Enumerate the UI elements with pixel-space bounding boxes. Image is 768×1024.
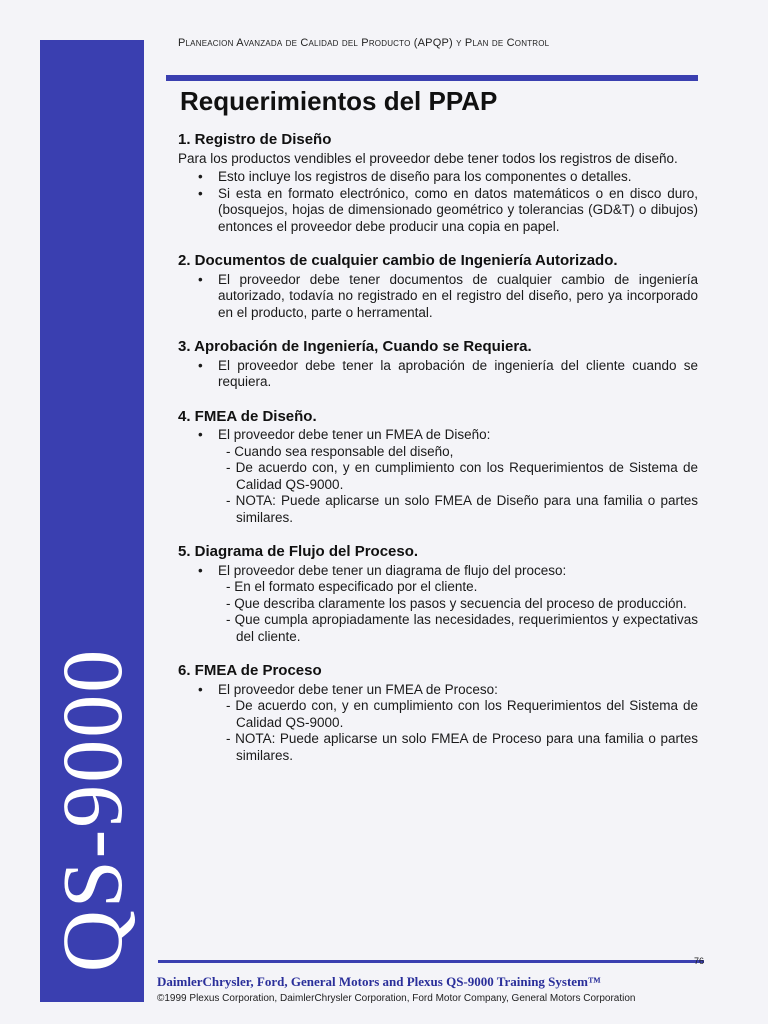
section-heading: 1. Registro de Diseño: [178, 131, 332, 148]
section-heading: 4. FMEA de Diseño.: [178, 407, 317, 425]
bullet-text: El proveedor debe tener documentos de cualquier cambio de ingeniería autorizado, todavía no registrado en el registro del diseño, pero ya incorporado en el producto, parte o herramental.: [218, 271, 698, 320]
bullet-icon: •: [198, 271, 203, 287]
bullet-text: El proveedor debe tener un diagrama de flujo del proceso:: [218, 562, 567, 578]
list-item: [198, 681, 698, 765]
bullet-icon: •: [198, 427, 203, 442]
list-item: [198, 185, 698, 236]
sub-item: - NOTA: Puede aplicarse un solo FMEA de Diseño para una familia o partes similares.: [226, 493, 698, 525]
bullet-list: [178, 427, 698, 526]
bullet-list: [178, 272, 698, 322]
section-heading: 5. Diagrama de Flujo del Proceso.: [178, 543, 419, 560]
sub-item: - En el formato especificado por el cliente.: [226, 579, 478, 594]
section-heading: 3. Aprobación de Ingeniería, Cuando se Requiera.: [178, 338, 532, 355]
bullet-text: El proveedor debe tener un FMEA de Proceso:: [218, 681, 498, 697]
footer-title: DaimlerChrysler, Ford, General Motors and Plexus QS-9000 Training System™: [157, 974, 601, 989]
running-head: Planeacion Avanzada de Calidad del Producto (APQP) y Plan de Control: [178, 37, 550, 49]
top-rule: [166, 75, 698, 81]
content-area: [178, 132, 698, 782]
bullet-icon: •: [198, 185, 203, 201]
section-2: [178, 253, 698, 321]
bullet-list: [178, 358, 698, 391]
section-intro: Para los productos vendibles el proveedor debe tener todos los registros de diseño.: [178, 150, 678, 166]
bullet-list: [178, 682, 698, 765]
footer-copyright: ©1999 Plexus Corporation, DaimlerChrysler Corporation, Ford Motor Company, General Motors Corporation: [157, 993, 636, 1004]
bottom-rule: [158, 960, 704, 963]
list-item: [198, 271, 698, 322]
sub-item: - De acuerdo con, y en cumplimiento con los Requerimientos del Sistema de Calidad QS-9000.: [226, 698, 698, 730]
sub-item-list: [218, 698, 698, 764]
section-5: [178, 544, 698, 645]
sub-item: - Que cumpla apropiadamente las necesidades, requerimientos y expectativas del cliente.: [226, 612, 698, 644]
sub-item: - De acuerdo con, y en cumplimiento con los Requerimientos de Sistema de Calidad QS-9000.: [226, 460, 698, 492]
bullet-text: El proveedor debe tener un FMEA de Diseño:: [218, 427, 491, 442]
section-heading: 2. Documentos de cualquier cambio de Ingeniería Autorizado.: [178, 252, 618, 269]
list-item: [198, 562, 698, 646]
sub-item: - Que describa claramente los pasos y secuencia del proceso de producción.: [226, 595, 687, 611]
section-1: [178, 132, 698, 235]
sub-item: - Cuando sea responsable del diseño,: [226, 443, 454, 459]
section-4: [178, 409, 698, 527]
sidebar-qs9000-text: QS-9000: [44, 647, 140, 973]
page-number: 76: [694, 956, 705, 966]
bullet-icon: •: [198, 681, 203, 697]
sidebar-band: [40, 40, 144, 1002]
bullet-text: Si esta en formato electrónico, como en datos matemáticos o en disco duro, (bosquejos, hojas de dimensionado geométrico y tolerancias (GD&T) o dibujos) entonces el proveedor debe producir una copia en papel.: [218, 185, 698, 234]
bullet-icon: •: [198, 169, 203, 184]
list-item: [198, 357, 698, 391]
section-3: [178, 339, 698, 391]
bullet-icon: •: [198, 562, 203, 578]
sub-item: - NOTA: Puede aplicarse un solo FMEA de Proceso para una familia o partes similares.: [226, 731, 698, 763]
bullet-icon: •: [198, 357, 203, 373]
section-heading: 6. FMEA de Proceso: [178, 662, 322, 679]
section-6: [178, 663, 698, 764]
bullet-list: [178, 169, 698, 235]
bullet-text: El proveedor debe tener la aprobación de ingeniería del cliente cuando se requiera.: [218, 357, 698, 389]
bullet-text: Esto incluye los registros de diseño para los componentes o detalles.: [218, 169, 632, 184]
sub-item-list: [218, 444, 698, 527]
list-item: [198, 427, 698, 526]
sub-item-list: [218, 579, 698, 645]
page-title: Requerimientos del PPAP: [180, 86, 498, 116]
list-item: [198, 169, 698, 186]
bullet-list: [178, 563, 698, 646]
